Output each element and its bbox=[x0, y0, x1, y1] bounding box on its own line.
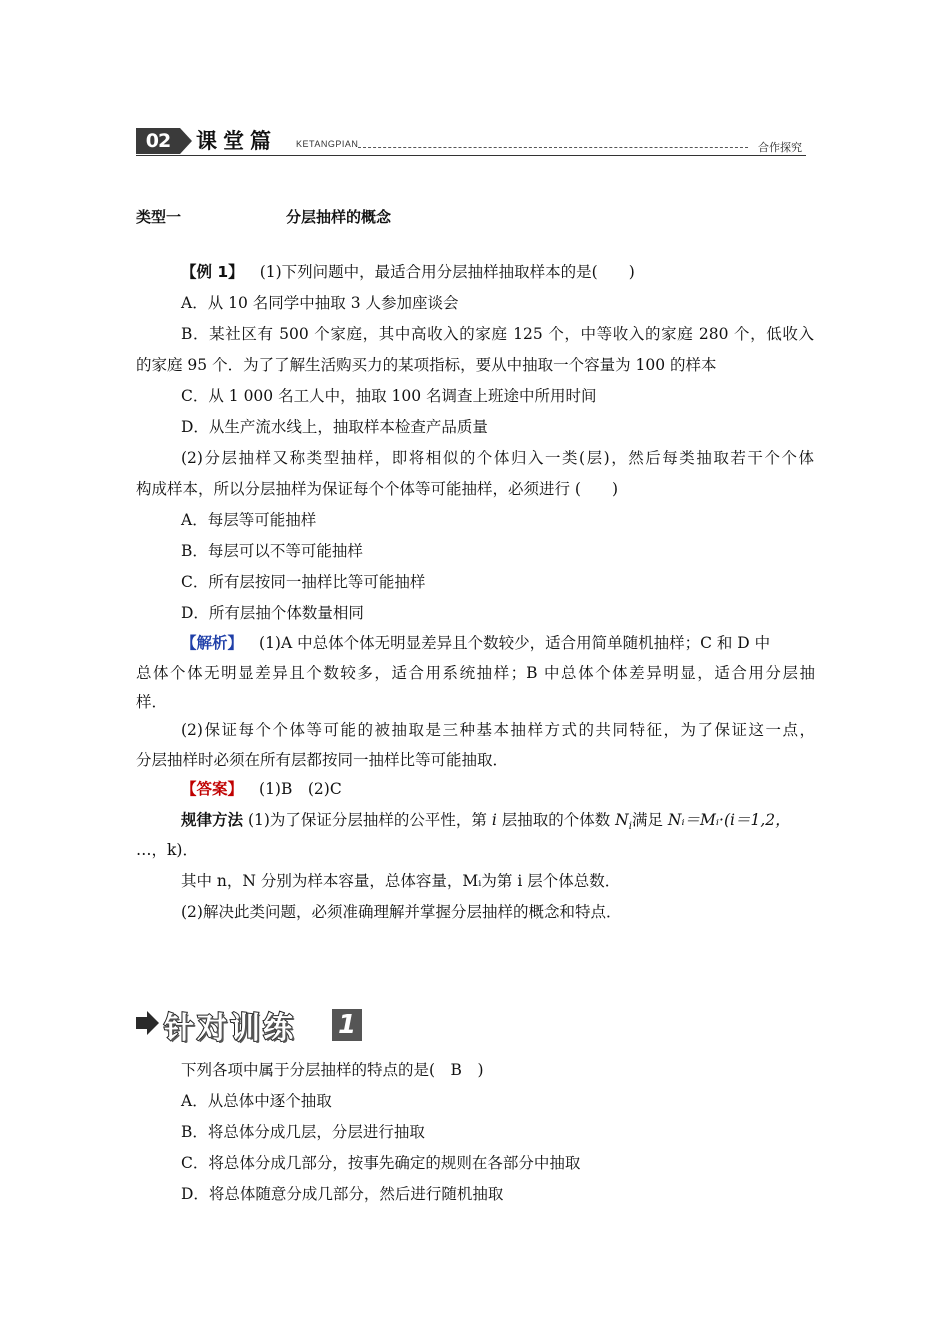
q1-option-b-line2: 的家庭 95 个．为了了解生活购买力的某项指标，要从中抽取一个容量为 100 的样本 bbox=[136, 356, 717, 374]
training-number: 1 bbox=[332, 1009, 362, 1041]
banner-underline bbox=[136, 155, 806, 156]
method-line3: 其中 n，N 分别为样本容量，总体容量，Mᵢ为第 i 层个体总数． bbox=[181, 872, 621, 890]
training-option-c: C．将总体分成几部分，按事先确定的规则在各部分中抽取 bbox=[181, 1154, 581, 1172]
example-tag: 【例 1】 bbox=[181, 263, 244, 281]
method-tag: 规律方法 bbox=[181, 811, 244, 829]
method-line1-sub: i bbox=[628, 821, 632, 833]
section-title: 课堂篇 bbox=[196, 129, 277, 153]
training-question: 下列各项中属于分层抽样的特点的是( B ) bbox=[181, 1061, 484, 1079]
example-question-1 bbox=[181, 262, 635, 282]
q2-option-c: C．所有层按同一抽样比等可能抽样 bbox=[181, 573, 426, 591]
type-label: 类型一 bbox=[136, 208, 182, 226]
q1-option-d: D．从生产流水线上，抽取样本检查产品质量 bbox=[181, 418, 488, 436]
analysis-p1-line1: (1)A 中总体个体无明显差异且个数较少，适合用简单随机抽样；C 和 D 中 bbox=[259, 634, 771, 652]
method-line1-c: 满足 bbox=[631, 811, 668, 829]
q1-option-c: C．从 1 000 名工人中，抽取 100 名调查上班途中所用时间 bbox=[181, 387, 597, 405]
analysis-p2-line2: 分层抽样时必须在所有层都按同一抽样比等可能抽取． bbox=[136, 751, 509, 769]
analysis-p1-line3: 样． bbox=[136, 693, 168, 711]
section-tag: 合作探究 bbox=[758, 141, 802, 154]
q1-option-a: A．从 10 名同学中抽取 3 人参加座谈会 bbox=[181, 294, 459, 312]
method-line1-a: (1)为了保证分层抽样的公平性，第 bbox=[247, 811, 492, 829]
q2-option-a: A．每层等可能抽样 bbox=[181, 511, 317, 529]
training-banner bbox=[136, 1003, 376, 1047]
training-title: 针对训练 bbox=[164, 1011, 296, 1046]
q2-option-b: B．每层可以不等可能抽样 bbox=[181, 542, 363, 560]
training-option-a: A．从总体中逐个抽取 bbox=[181, 1092, 332, 1110]
method-line1-b: 层抽取的个体数 bbox=[496, 811, 616, 829]
analysis-p2-line1: (2)保证每个个体等可能的被抽取是三种基本抽样方式的共同特征，为了保证这一点， bbox=[181, 721, 815, 739]
training-option-b: B．将总体分成几层，分层进行抽取 bbox=[181, 1123, 425, 1141]
method-line1-i: i bbox=[491, 811, 497, 829]
arrow-head-icon bbox=[147, 1011, 159, 1035]
analysis-tag: 【解析】 bbox=[181, 634, 244, 652]
answer-tag: 【答案】 bbox=[181, 780, 244, 798]
method-line1-N: N bbox=[615, 811, 629, 829]
q1-option-b-line1: B．某社区有 500 个家庭，其中高收入的家庭 125 个，中等收入的家庭 280 个，低收入 bbox=[181, 325, 814, 343]
method-line1 bbox=[181, 810, 791, 837]
section-pinyin: KETANGPIAN bbox=[296, 139, 359, 149]
training-option-d: D．将总体随意分成几部分，然后进行随机抽取 bbox=[181, 1185, 504, 1203]
q1-text: (1)下列问题中，最适合用分层抽样抽取样本的是( ) bbox=[259, 263, 635, 281]
q2-option-d: D．所有层抽个体数量相同 bbox=[181, 604, 364, 622]
answer-line bbox=[181, 779, 342, 799]
badge-arrow-icon bbox=[180, 128, 192, 154]
dashed-divider bbox=[358, 147, 748, 148]
method-line2: …，k)． bbox=[136, 841, 198, 859]
section-number-badge: 02 bbox=[136, 128, 180, 154]
q2-line2: 构成样本，所以分层抽样为保证每个个体等可能抽样，必须进行 ( ) bbox=[136, 480, 619, 498]
q2-line1: (2)分层抽样又称类型抽样，即将相似的个体归入一类(层)，然后每类抽取若干个个体 bbox=[181, 449, 814, 467]
method-formula: Nᵢ＝Mᵢ·(i＝1,2， bbox=[667, 811, 791, 829]
section-banner bbox=[136, 128, 806, 158]
answer-text: (1)B (2)C bbox=[259, 780, 342, 798]
analysis-p1-line2: 总体个体无明显差异且个数较多，适合用系统抽样；B 中总体个体差异明显，适合用分层抽 bbox=[136, 664, 815, 682]
method-line4: (2)解决此类问题，必须准确理解并掌握分层抽样的概念和特点． bbox=[181, 903, 622, 921]
type-title: 分层抽样的概念 bbox=[286, 208, 392, 226]
analysis-line1 bbox=[181, 633, 814, 653]
